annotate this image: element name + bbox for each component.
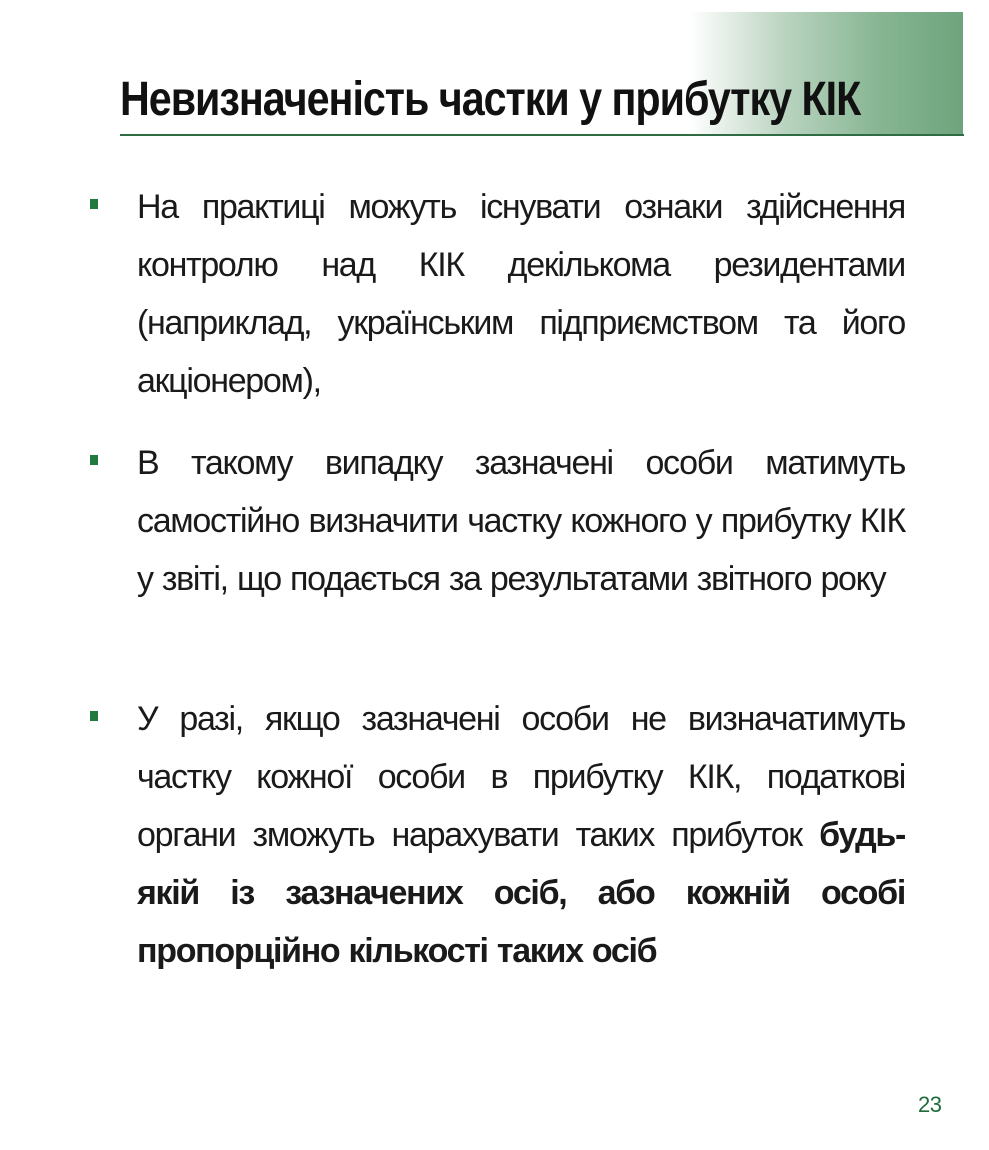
slide-title: Невизначеність частки у прибутку КІК [120,73,861,126]
bullet-text [137,690,905,980]
page-number: 23 [918,1092,942,1117]
bullet-text: На практиці можуть існувати ознаки здійснення контролю над КІК декількома резидентами (наприклад, українським підприємством та його акціонером), [137,188,905,400]
square-bullet-icon [90,199,98,209]
bullet-text-bold: будь-якій із зазначених осіб, або кожній особі пропорційно кількості таких осіб [137,816,905,970]
square-bullet-icon [90,455,98,465]
square-bullet-icon [90,711,98,721]
bullet-text-regular: У разі, якщо зазначені особи не визначатимуть частку кожної особи в прибутку КІК, податкові органи зможуть нарахувати таких прибуток [137,700,905,854]
bullet-text: В такому випадку зазначені особи матимуть самостійно визначити частку кожного у прибутку КІК у звіті, що подається за результатами звітного року [137,444,905,598]
